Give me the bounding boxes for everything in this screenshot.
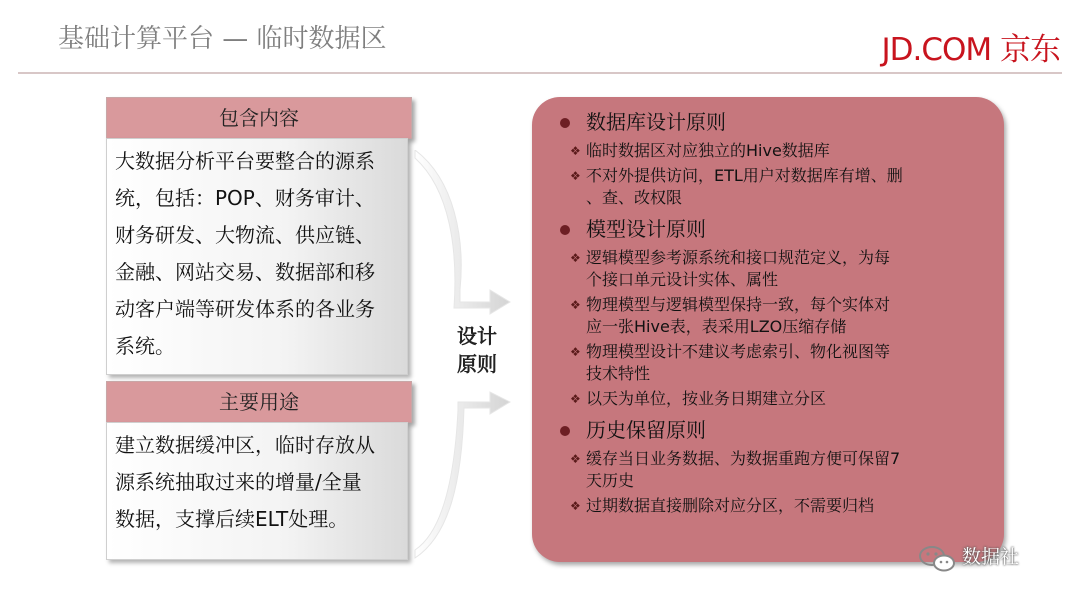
design-principle-label: 设计 原则 <box>457 324 497 376</box>
principle-section <box>556 212 988 410</box>
principle-item: ❖ 不对外提供访问，ETL用户对数据库有增、删 、查、改权限 <box>570 166 903 207</box>
principle-section <box>556 413 988 517</box>
diamond-bullet-icon: ❖ <box>570 392 581 406</box>
wechat-icon <box>918 544 958 574</box>
diamond-bullet-icon: ❖ <box>570 452 581 466</box>
watermark-text: 数据社 <box>962 546 1020 568</box>
title-divider <box>18 72 1062 74</box>
diamond-bullet-icon: ❖ <box>570 251 581 265</box>
contents-line: 动客户端等研发体系的各业务 <box>115 297 375 321</box>
diamond-bullet-icon: ❖ <box>570 298 581 312</box>
contents-line: 系统。 <box>115 334 175 358</box>
section-title: 数据库设计原则 <box>586 110 726 134</box>
usage-line: 建立数据缓冲区，临时存放从 <box>115 433 375 457</box>
principle-item: ❖ 临时数据区对应独立的Hive数据库 <box>570 141 830 160</box>
section-title: 历史保留原则 <box>586 418 706 442</box>
principle-item: ❖ 以天为单位，按业务日期建立分区 <box>570 389 827 408</box>
contents-line: 统，包括：POP、财务审计、 <box>115 186 375 210</box>
diamond-bullet-icon: ❖ <box>570 345 581 359</box>
page-title: 基础计算平台 — 临时数据区 <box>58 24 387 54</box>
principles-panel <box>532 97 1004 562</box>
principle-item: ❖ 物理模型设计不建议考虑索引、物化视图等 技术特性 <box>570 342 891 383</box>
jd-logo: JD.COM 京东 <box>881 32 1060 68</box>
principle-item: ❖ 过期数据直接删除对应分区，不需要归档 <box>570 496 875 515</box>
principle-item: ❖ 逻辑模型参考源系统和接口规范定义，为每 个接口单元设计实体、属性 <box>570 248 891 289</box>
usage-body <box>106 422 408 560</box>
contents-header: 包含内容 <box>106 97 412 139</box>
principle-item: ❖ 物理模型与逻辑模型保持一致，每个实体对 应一张Hive表，表采用LZO压缩存储 <box>570 295 891 336</box>
bullet-dot-icon <box>560 426 570 436</box>
usage-line: 数据，支撑后续ELT处理。 <box>115 507 349 531</box>
usage-line: 源系统抽取过来的增量/全量 <box>115 470 362 494</box>
principle-item: ❖ 缓存当日业务数据、为数据重跑方便可保留7 天历史 <box>570 449 901 490</box>
section-title: 模型设计原则 <box>586 217 706 241</box>
contents-line: 大数据分析平台要整合的源系 <box>115 149 375 173</box>
contents-line: 财务研发、大物流、供应链、 <box>115 223 375 247</box>
bullet-dot-icon <box>560 118 570 128</box>
contents-line: 金融、网站交易、数据部和移 <box>115 260 375 284</box>
principle-section <box>556 105 988 209</box>
diamond-bullet-icon: ❖ <box>570 144 581 158</box>
diamond-bullet-icon: ❖ <box>570 499 581 513</box>
contents-body <box>106 138 408 375</box>
usage-header: 主要用途 <box>106 381 412 423</box>
bullet-dot-icon <box>560 225 570 235</box>
diamond-bullet-icon: ❖ <box>570 169 581 183</box>
